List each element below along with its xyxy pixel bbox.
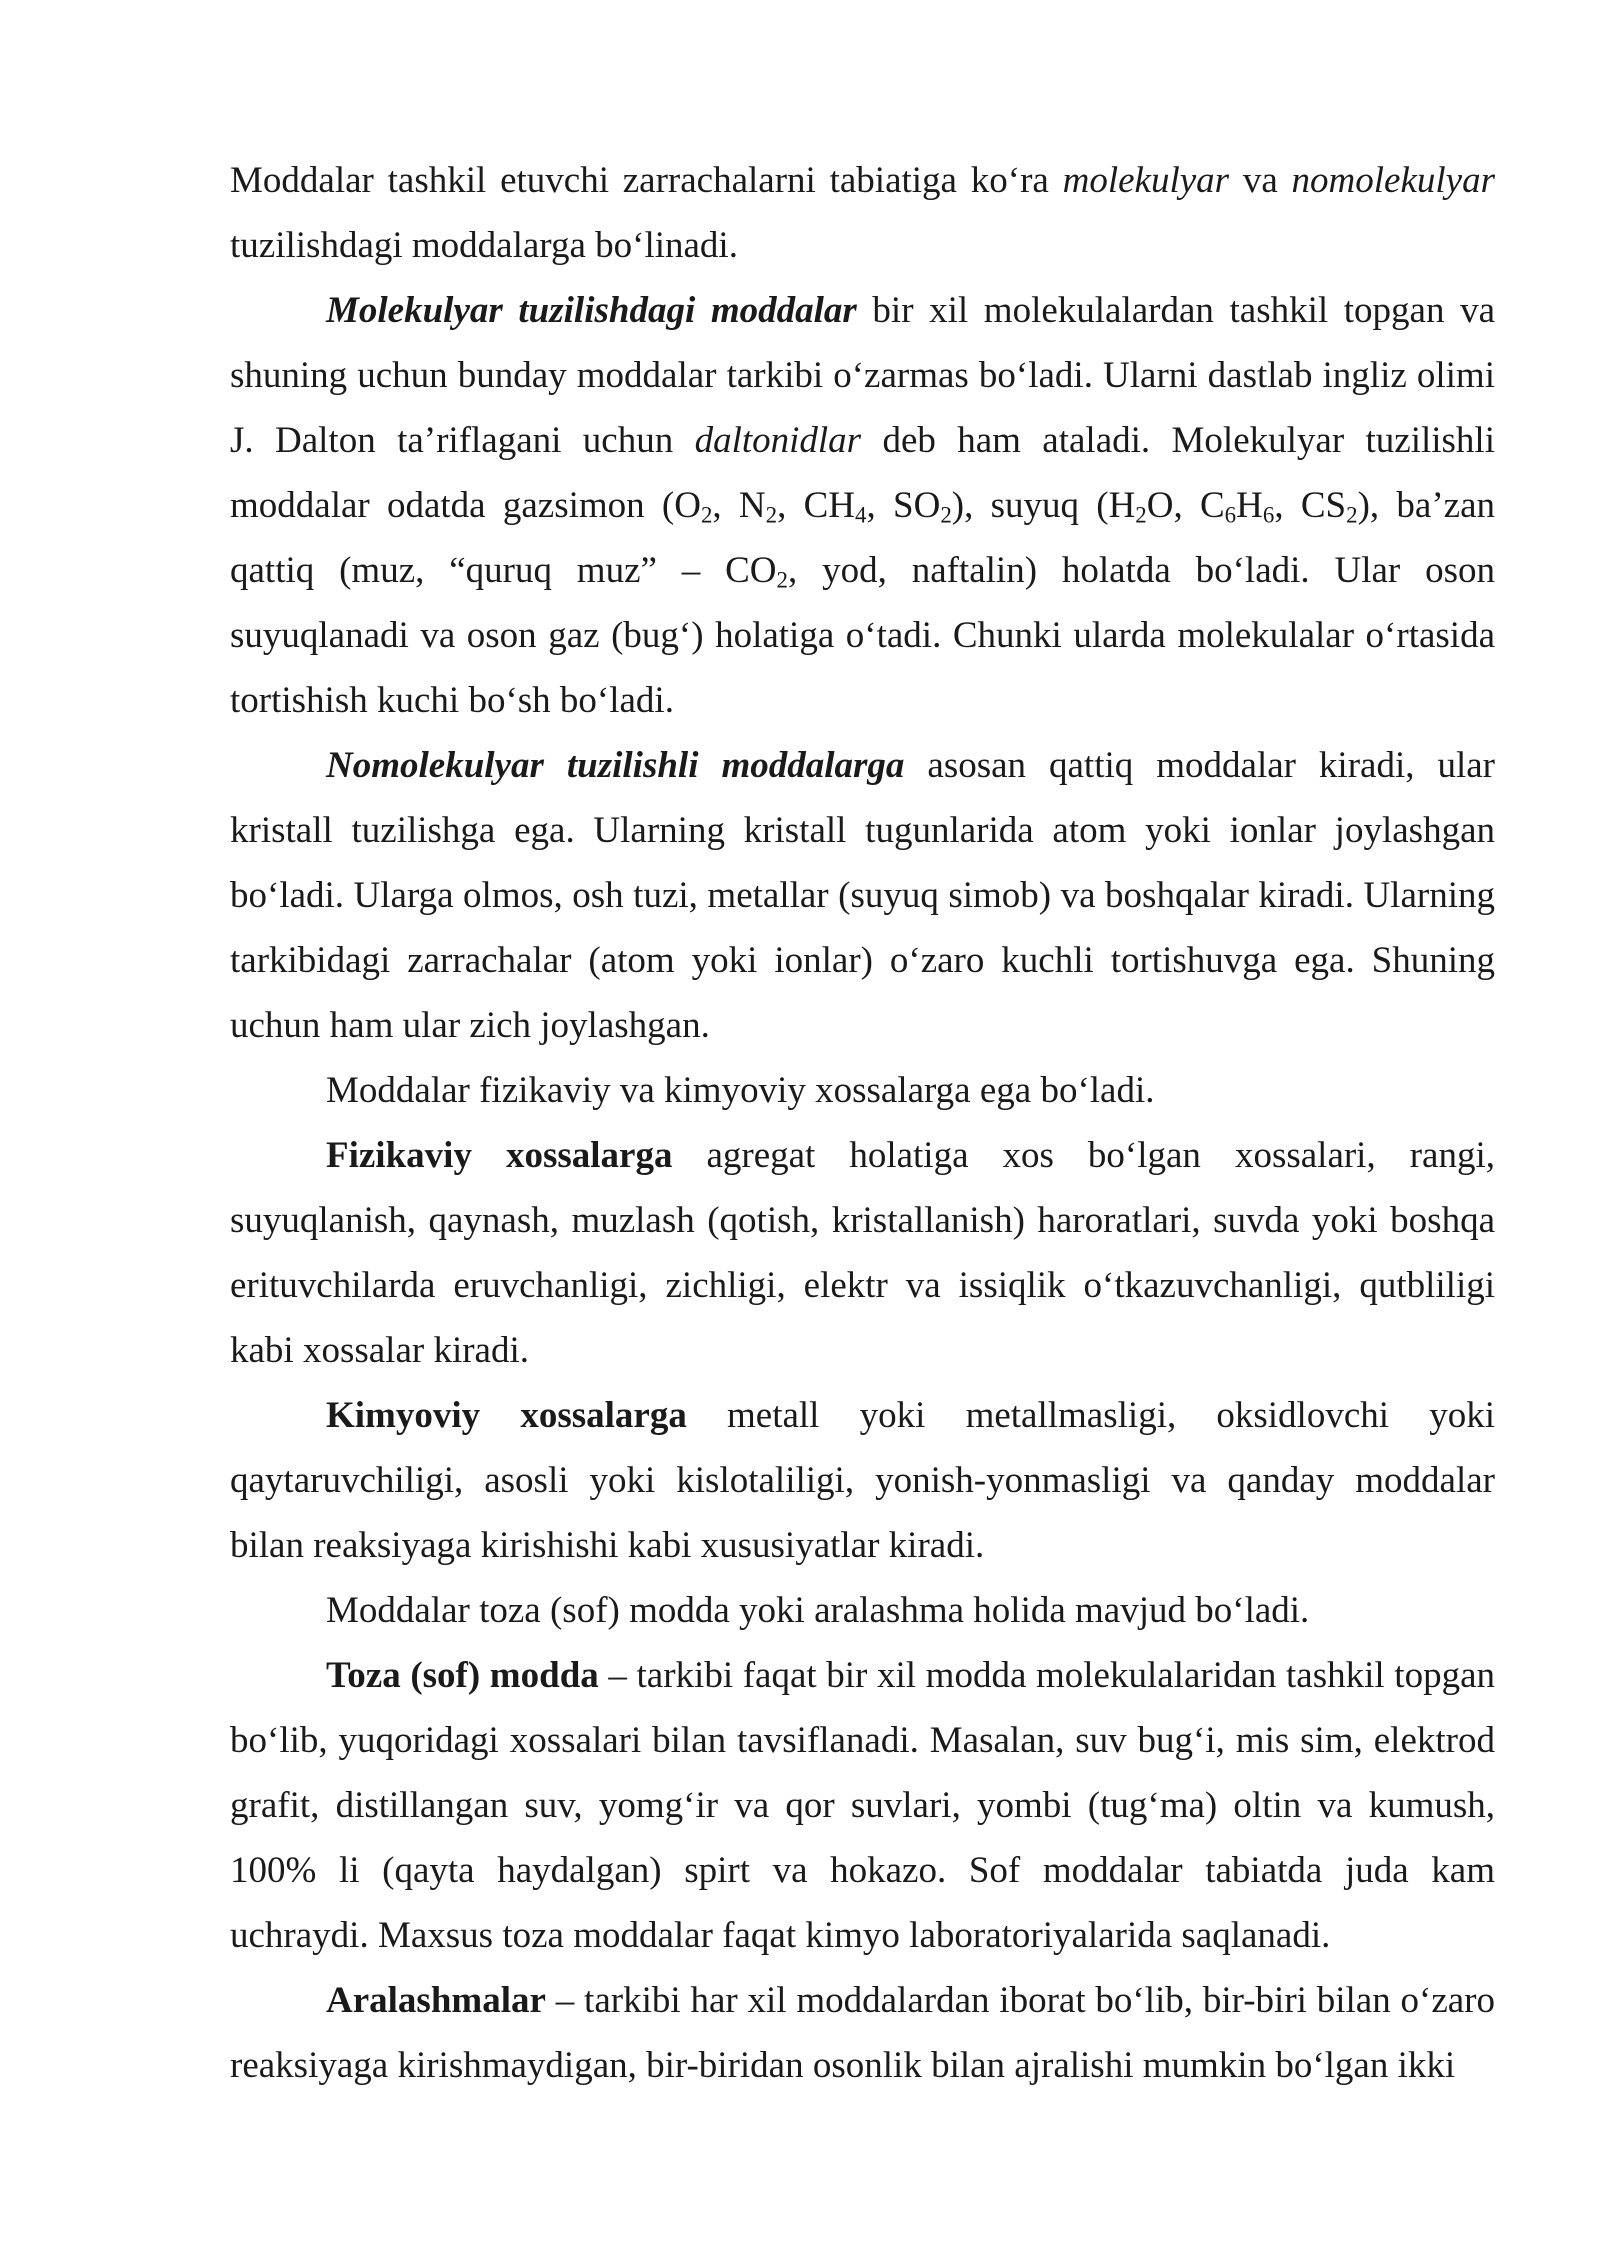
text: Moddalar toza (sof) modda yoki aralashma holida mavjud bo‘ladi. bbox=[326, 1590, 1310, 1631]
paragraph-classification bbox=[230, 148, 1495, 278]
subscript: 6 bbox=[1224, 502, 1237, 528]
text: O, C bbox=[1146, 485, 1225, 526]
subscript: 6 bbox=[1262, 502, 1275, 528]
text: ), suyuq (H bbox=[951, 485, 1136, 526]
text: H bbox=[1236, 485, 1263, 526]
text: asosan qattiq moddalar kiradi, ular kristall tuzilishga ega. Ularning kristall tugunlarida atom yoki ionlar joylashgan bo‘ladi. Ularga olmos, osh tuzi, metallar (suyuq simob) va boshqalar kiradi. Ularning tarkibidagi zarrachalar (atom yoki ionlar) o‘zaro kuchli tortishuvga ega. Shuning uchun ham ular zich joylashgan. bbox=[230, 745, 1495, 1046]
term-heading: Molekulyar tuzilishdagi moddalar bbox=[326, 290, 857, 331]
subscript: 2 bbox=[1346, 502, 1358, 528]
text: , CS bbox=[1274, 485, 1347, 526]
text: agregat holatiga xos bo‘lgan xossalari, rangi, suyuqlanish, qaynash, muzlash (qotish, kristallanish) haroratlari, suvda yoki boshqa erituvchilarda eruvchanligi, zichligi, elektr va issiqlik o‘tkazuvchanligi, qutbliligi kabi xossalar kiradi. bbox=[230, 1135, 1495, 1371]
subscript: 2 bbox=[1135, 502, 1147, 528]
text: deb ham ataladi. Molekulyar tuzilishli moddalar odatda gazsimon (O bbox=[230, 420, 1495, 526]
text: , yod, naftalin) holatda bo‘ladi. Ular oson suyuqlanadi va oson gaz (bug‘) holatiga o‘tadi. Chunki ularda molekulalar o‘rtasida tortishish kuchi bo‘sh bo‘ladi. bbox=[230, 550, 1495, 721]
text: ), ba’zan qattiq (muz, “quruq muz” – CO bbox=[230, 485, 1495, 591]
text: , SO bbox=[866, 485, 941, 526]
paragraph-properties-intro bbox=[230, 1058, 1495, 1123]
paragraph-pure-substance bbox=[230, 1643, 1495, 1968]
term-nomolekulyar: nomolekulyar bbox=[1291, 160, 1495, 201]
term-heading: Kimyoviy xossalarga bbox=[326, 1395, 687, 1436]
text: bir xil molekulalardan tashkil topgan va shuning uchun bunday moddalar tarkibi o‘zarmas bo‘ladi. Ularni dastlab ingliz olimi J. Dalton ta’riflagani uchun bbox=[230, 290, 1496, 461]
text: tuzilishdagi moddalarga bo‘linadi. bbox=[230, 225, 738, 266]
subscript: 2 bbox=[700, 502, 713, 528]
text: metall yoki metallmasligi, oksidlovchi yoki qaytaruvchiligi, asosli yoki kislotaliligi, yonish-yonmasligi va qanday moddalar bilan reaksiyaga kirishishi kabi xususiyatlar kiradi. bbox=[230, 1395, 1495, 1566]
text: , CH bbox=[777, 485, 856, 526]
subscript: 2 bbox=[765, 502, 778, 528]
document-page bbox=[230, 148, 1495, 2098]
subscript: 2 bbox=[940, 502, 952, 528]
term-heading: Fizikaviy xossalarga bbox=[326, 1135, 673, 1176]
text: , N bbox=[712, 485, 766, 526]
text: Moddalar tashkil etuvchi zarrachalarni tabiatiga ko‘ra bbox=[230, 160, 1063, 201]
paragraph-mixtures bbox=[230, 1968, 1495, 2098]
text: – tarkibi faqat bir xil modda molekulalaridan tashkil topgan bo‘lib, yuqoridagi xossalari bilan tavsiflanadi. Masalan, suv bug‘i, mis sim, elektrod grafit, distillangan suv, yomg‘ir va qor suvlari, yombi (tug‘ma) oltin va kumush, 100% li (qayta haydalgan) spirt va hokazo. Sof moddalar tabiatda juda kam uchraydi. Maxsus toza moddalar faqat kimyo laboratoriyalarida saqlanadi. bbox=[230, 1655, 1495, 1956]
term-daltonidlar: daltonidlar bbox=[694, 420, 862, 461]
paragraph-molecular-substances bbox=[230, 278, 1495, 733]
text: – tarkibi har xil moddalardan iborat bo‘lib, bir-biri bilan o‘zaro reaksiyaga kirishmaydigan, bir-biridan osonlik bilan ajralishi mumkin bo‘lgan ikki bbox=[230, 1980, 1495, 2086]
term-heading: Nomolekulyar tuzilishli moddalarga bbox=[326, 745, 905, 786]
subscript: 4 bbox=[855, 502, 867, 528]
term-molekulyar: molekulyar bbox=[1062, 160, 1230, 201]
paragraph-pure-or-mixture bbox=[230, 1578, 1495, 1643]
paragraph-nonmolecular-substances bbox=[230, 733, 1495, 1058]
text: Moddalar fizikaviy va kimyoviy xossalarga ega bo‘ladi. bbox=[326, 1070, 1155, 1111]
term-heading: Aralashmalar bbox=[326, 1980, 546, 2021]
paragraph-physical-properties bbox=[230, 1123, 1495, 1383]
paragraph-chemical-properties bbox=[230, 1383, 1495, 1578]
term-heading: Toza (sof) modda bbox=[326, 1655, 599, 1696]
subscript: 2 bbox=[776, 567, 788, 593]
text: va bbox=[1229, 160, 1292, 201]
